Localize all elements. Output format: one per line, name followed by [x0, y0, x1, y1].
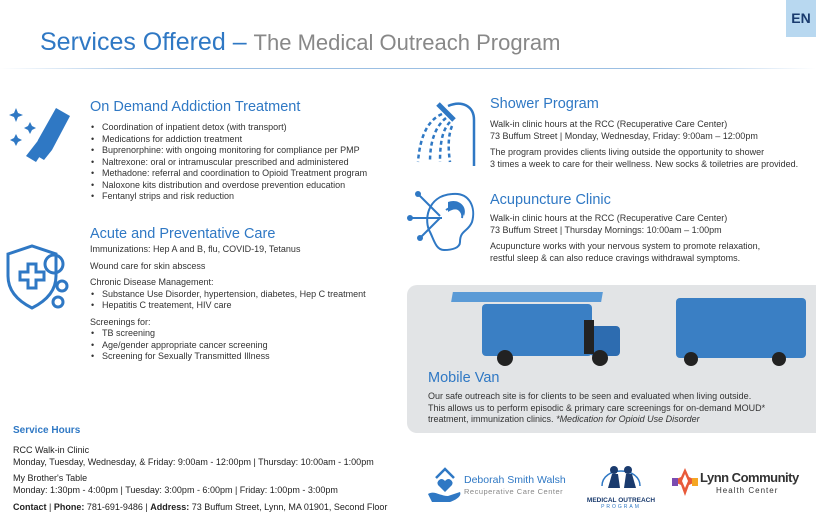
van-text-2: This allows us to perform episodic & primary care screenings for on-demand MOUD* [428, 402, 766, 413]
mobile-van-heading: Mobile Van [428, 370, 500, 386]
dsw-name: Deborah Smith Walsh [464, 474, 566, 486]
acupuncture-hours: 73 Buffum Street | Thursday Mornings: 10:00am – 1:00pm [490, 224, 722, 235]
chronic-label: Chronic Disease Management: [90, 277, 214, 287]
list-item: • Naltrexone: oral or intramuscular prescribed and administered [90, 157, 367, 169]
shower-description: The program provides clients living outside the opportunity to shower [490, 147, 765, 157]
shower-location: Walk-in clinic hours at the RCC (Recuperative Care Center) [490, 119, 728, 129]
service-hours-content: RCC Walk-in Clinic Monday, Tuesday, Wednesday, & Friday: 9:00am - 12:00pm | Thursday: 10:00am - 1:00pm My Brother's Table Monday: 1:30pm - 4:00pm | Tuesday: 3:00pm - 6:00pm | Friday: 1:00pm - 3:00pm Contact | Phone: 781-691-9486 | Address: 73 Buffum Street, Lynn, MA 01901, Second Floor [13, 445, 388, 512]
divider [0, 68, 816, 69]
list-item: • Age/gender appropriate cancer screening [90, 340, 366, 352]
list-item: • Naloxone kits distribution and overdose prevention education [90, 180, 367, 192]
acute-heading: Acute and Preventative Care [90, 226, 276, 242]
list-item: • TB screening [90, 328, 366, 340]
lynn-logo [672, 468, 812, 504]
acute-content [90, 244, 366, 363]
language-toggle[interactable]: EN [786, 0, 816, 37]
list-item: • Coordination of inpatient detox (with transport) [90, 122, 367, 134]
outreach-figures-icon [596, 456, 646, 492]
screenings-list [90, 328, 366, 363]
mo-sub: PROGRAM [601, 504, 641, 510]
mbt-hours: Monday: 1:30pm - 4:00pm | Tuesday: 3:00pm - 6:00pm | Friday: 1:00pm - 3:00pm [13, 484, 338, 495]
list-item: • Medications for addiction treatment [90, 134, 367, 146]
mbt-name: My Brother's Table [13, 473, 88, 483]
acupuncture-location: Walk-in clinic hours at the RCC (Recuperative Care Center) [490, 213, 728, 223]
acupuncture-content [490, 213, 760, 264]
shower-heading: Shower Program [490, 96, 599, 112]
wound-care-text: Wound care for skin abscess [90, 260, 206, 271]
rcc-hours: Monday, Tuesday, Wednesday, & Friday: 9:00am - 12:00pm | Thursday: 10:00am - 1:00pm [13, 456, 374, 467]
lynn-sub: Health Center [716, 486, 779, 495]
van-text-1: Our safe outreach site is for clients to be seen and evaluated when living outside. [428, 391, 752, 401]
contact-label: Contact [13, 502, 47, 512]
rcc-name: RCC Walk-in Clinic [13, 445, 90, 455]
van-footnote: *Medication for Opioid Use Disorder [556, 414, 700, 424]
list-item: • Hepatitis C treatement, HIV care [90, 300, 366, 312]
hand-vial-icon [6, 104, 78, 164]
list-item: • Screening for Sexually Transmitted Illness [90, 351, 366, 363]
page-title: Services Offered – The Medical Outreach Program [40, 28, 561, 56]
screenings-label: Screenings for: [90, 316, 151, 327]
mo-name: MEDICAL OUTREACH [586, 497, 656, 504]
address-label: Address: [150, 502, 190, 512]
mobile-van-content [428, 391, 765, 426]
immunizations-text: Immunizations: Hep A and B, flu, COVID-19, Tetanus [90, 244, 301, 254]
list-item: • Methadone: referral and coordination to Opioid Treatment program [90, 168, 367, 180]
phone-label: Phone: [53, 502, 85, 512]
service-hours-heading: Service Hours [13, 425, 81, 436]
van-photo-2 [672, 294, 812, 366]
ear-acupuncture-icon [404, 188, 476, 258]
address-text: 73 Buffum Street, Lynn, MA 01901, Second Floor [191, 502, 388, 512]
addiction-list [90, 122, 367, 203]
dsw-sub: Recuperative Care Center [464, 487, 564, 496]
heart-hand-icon [428, 466, 462, 504]
shower-icon [408, 98, 478, 168]
acupuncture-description-2: restful sleep & can also reduce cravings withdrawal symptoms. [490, 252, 741, 263]
medical-outreach-logo [584, 456, 658, 518]
shower-description-2: 3 times a week to care for their wellness. New socks & toiletries are provided. [490, 158, 799, 169]
van-photo-1 [452, 292, 632, 364]
chronic-list [90, 289, 366, 312]
lynn-name: Lynn Community [700, 470, 799, 485]
star-logo-icon [672, 468, 698, 496]
list-item: • Fentanyl strips and risk reduction [90, 191, 367, 203]
shower-content [490, 119, 798, 170]
addiction-heading: On Demand Addiction Treatment [90, 99, 301, 115]
list-item: • Substance Use Disorder, hypertension, diabetes, Hep C treatment [90, 289, 366, 301]
shield-virus-icon [4, 244, 74, 310]
dsw-logo [428, 466, 578, 506]
list-item: • Buprenorphine: with ongoing monitoring for compliance per PMP [90, 145, 367, 157]
acupuncture-description: Acupuncture works with your nervous system to promote relaxation, [490, 241, 761, 251]
van-text-3: treatment, immunization clinics. [428, 414, 554, 424]
acupuncture-heading: Acupuncture Clinic [490, 192, 611, 208]
phone-link[interactable]: 781-691-9486 [86, 502, 143, 512]
shower-hours: 73 Buffum Street | Monday, Wednesday, Friday: 9:00am – 12:00pm [490, 130, 758, 141]
